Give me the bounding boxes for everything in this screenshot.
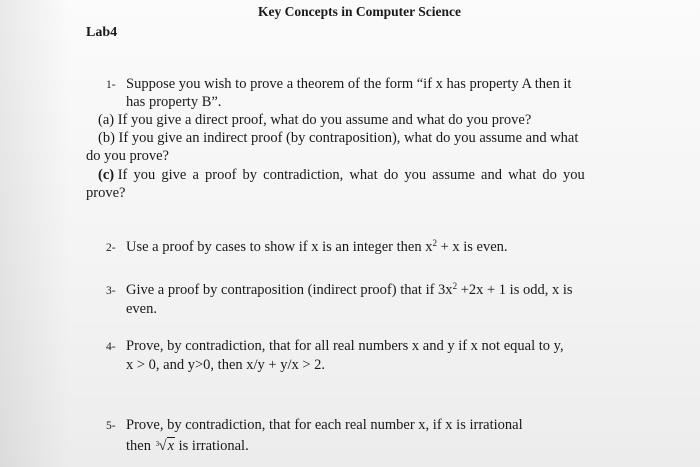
question-4-line-1: Prove, by contradiction, that for all real numbers x and y if x not equal to y, xyxy=(126,338,564,354)
question-2-number: 2- xyxy=(106,242,116,254)
question-2-exponent: 2 xyxy=(432,238,437,248)
question-4-line-2: x > 0, and y>0, then x/y + y/x > 2. xyxy=(126,357,326,373)
question-1-line-2: has property B”. xyxy=(126,94,222,110)
question-3-exponent: 2 xyxy=(452,281,458,291)
question-5-line-1: Prove, by contradiction, that for each real number x, if x is irrational xyxy=(126,417,523,433)
question-1-part-c-line-1 xyxy=(98,166,585,184)
question-1-number: 1- xyxy=(106,79,116,91)
question-1-part-b-line-2: do you prove? xyxy=(86,148,169,164)
cube-root-radicand: x xyxy=(167,438,174,454)
question-3-line-1: Give a proof by contraposition (indirect proof) that if $3x^2 +2x + 1$ is odd, x is xyxy=(126,281,573,298)
question-5-number: 5- xyxy=(106,420,116,432)
question-1-part-a: (a) If you give a direct proof, what do you assume and what do you prove? xyxy=(98,112,532,128)
lab-label: Lab4 xyxy=(86,25,118,40)
question-1-line-1: Suppose you wish to prove a theorem of the form “if x has property A then it xyxy=(126,76,572,92)
question-1-part-b-line-1: (b) If you give an indirect proof (by contraposition), what do you assume and what xyxy=(98,130,579,146)
page-edge-shadow xyxy=(0,0,70,467)
question-2-text: Use a proof by cases to show if x is an integer then $x^2 + x$ is even. xyxy=(126,238,508,255)
question-1-part-c-text: If you give a proof by contradiction, what do you assume and what do you xyxy=(117,167,585,183)
question-1-part-c-label: (c) xyxy=(98,167,115,183)
question-5-line-2: then 3 √x is irrational. xyxy=(126,437,249,455)
question-4-number: 4- xyxy=(106,341,116,353)
cube-root-index: 3 xyxy=(155,440,160,448)
document-title: Key Concepts in Computer Science xyxy=(258,4,461,19)
question-3-number: 3- xyxy=(106,285,116,297)
question-1-part-c-line-2: prove? xyxy=(86,185,126,201)
question-3-line-2: even. xyxy=(126,301,157,317)
cube-root-expression: 3 √x xyxy=(155,437,175,455)
